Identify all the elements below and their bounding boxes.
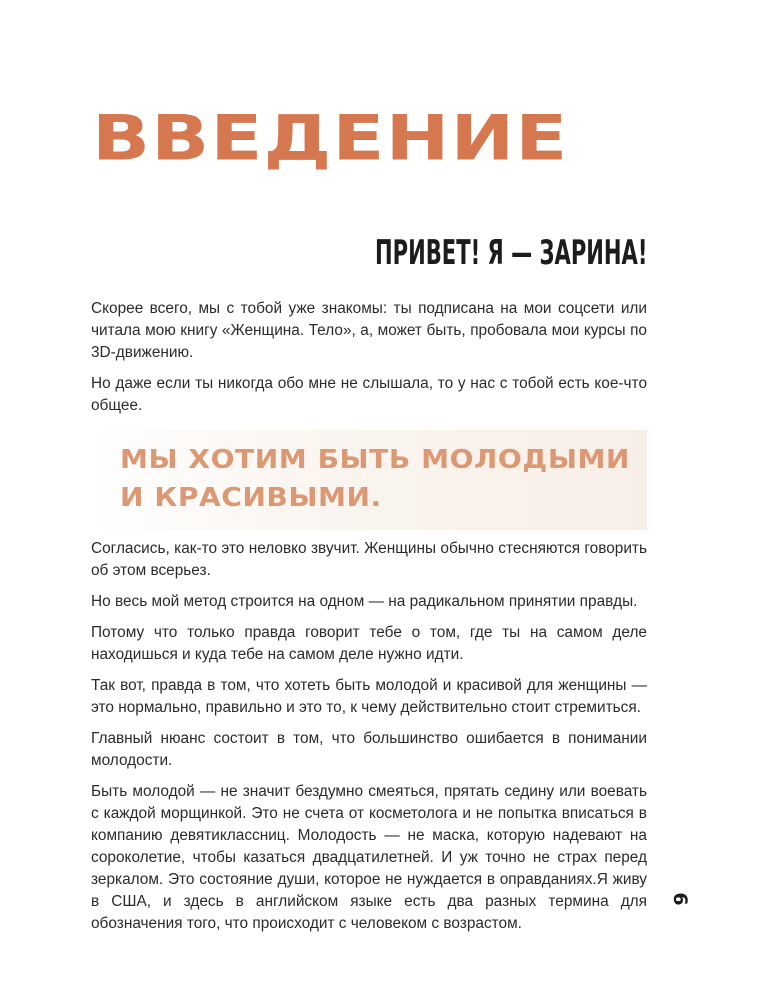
greeting-heading: ПРИВЕТ! Я — ЗАРИНА! (374, 233, 647, 273)
paragraph: Согласись, как-то это неловко звучит. Женщины обычно стесняются говорить об этом всерьез. (91, 540, 647, 579)
paragraph: Но даже если ты никогда обо мне не слышала, то у нас с тобой есть кое-что общее. (91, 375, 647, 414)
paragraph: Но весь мой метод строится на одном — на радикальном принятии правды. (91, 593, 638, 610)
highlight-line: МЫ ХОТИМ БЫТЬ МОЛОДЫМИ (120, 445, 630, 475)
paragraph: Быть молодой — не значит бездумно смеяться, прятать седину или воевать с каждой морщинкой. Это не счета от косметолога и не попытка вписаться в компанию девятиклассниц. Молодость — не маска, которую надевают на сороколетие, чтобы казаться двадцатилетней. И уж точно не страх перед зеркалом. Это состояние души, которое не нуждается в оправданиях.Я живу в США, и здесь в английском языке есть два разных термина для обозначения того, что происходит с человеком с возрастом. (91, 783, 647, 932)
intro-text (91, 298, 647, 426)
highlight-line: И КРАСИВЫМИ. (120, 483, 382, 513)
paragraph: Так вот, правда в том, что хотеть быть молодой и красивой для женщины — это нормально, правильно и это то, к чему действительно стоит стремиться. (91, 677, 647, 716)
page-number: 6 (669, 892, 691, 906)
chapter-title: ВВЕДЕНИЕ (92, 102, 569, 176)
main-text (91, 538, 647, 944)
paragraph: Скорее всего, мы с тобой уже знакомы: ты подписана на мои соцсети или читала мою книгу «Женщина. Тело», а, может быть, пробовала мои курсы по 3D-движению. (91, 300, 647, 361)
highlight-quote (120, 441, 630, 517)
paragraph: Потому что только правда говорит тебе о том, где ты на самом деле находишься и куда тебе на самом деле нужно идти. (91, 624, 647, 663)
paragraph: Главный нюанс состоит в том, что большинство ошибается в понимании молодости. (91, 730, 647, 769)
